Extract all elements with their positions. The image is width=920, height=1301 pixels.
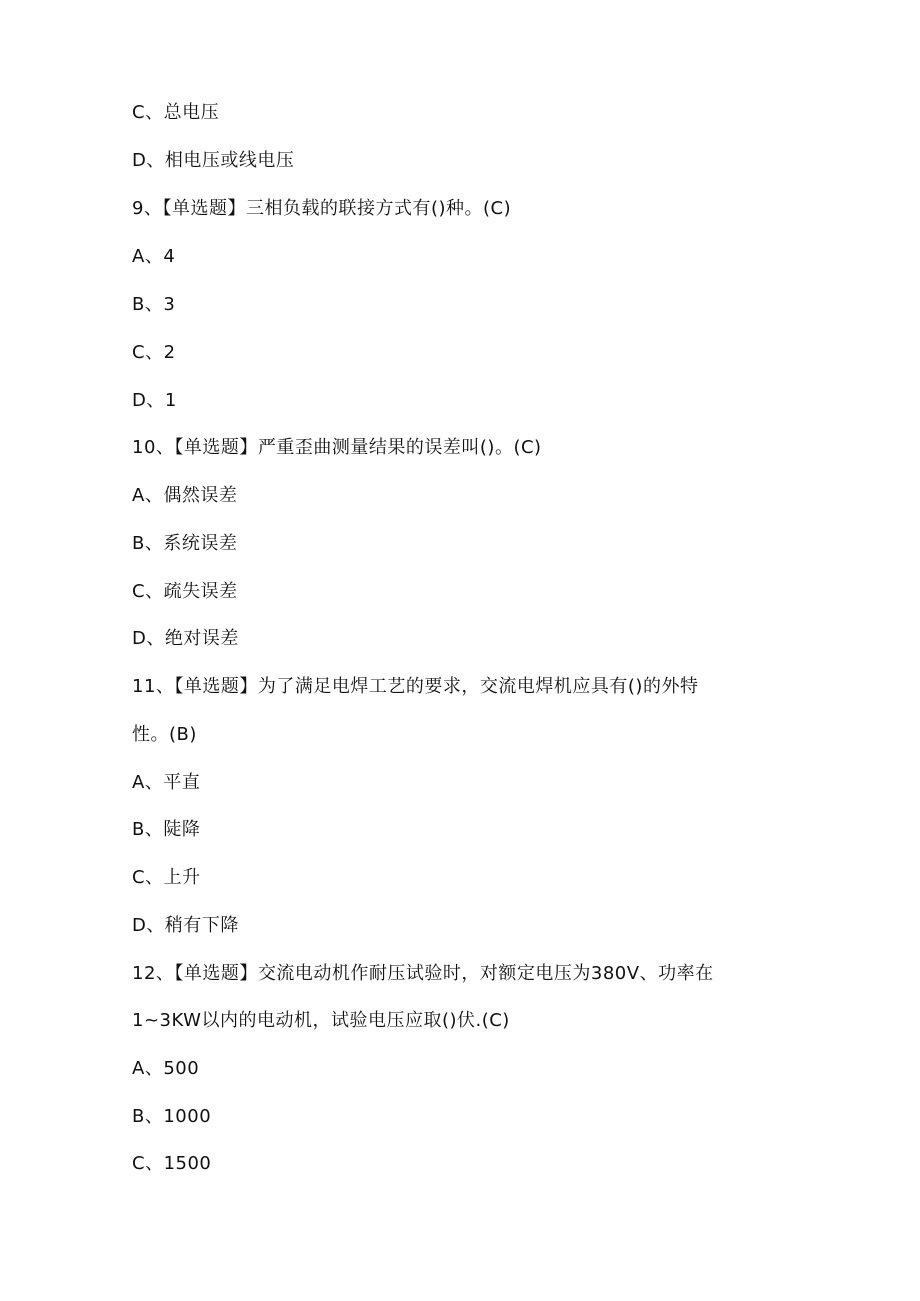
q10-option-a: A、偶然误差 bbox=[132, 485, 238, 506]
q12-option-a: A、500 bbox=[132, 1058, 200, 1079]
q12-option-b: B、1000 bbox=[132, 1106, 212, 1127]
q10-option-b: B、系统误差 bbox=[132, 533, 238, 554]
question-10: 10、【单选题】严重歪曲测量结果的误差叫()。(C) bbox=[132, 437, 542, 458]
q10-option-d: D、绝对误差 bbox=[132, 628, 239, 649]
q11-option-a: A、平直 bbox=[132, 772, 201, 793]
question-9: 9、【单选题】三相负载的联接方式有()种。(C) bbox=[132, 198, 512, 219]
question-11-line-1: 11、【单选题】为了满足电焊工艺的要求，交流电焊机应具有()的外特 bbox=[132, 676, 699, 697]
q9-option-c: C、2 bbox=[132, 342, 176, 363]
q11-option-d: D、稍有下降 bbox=[132, 915, 239, 936]
option-c-total-voltage: C、总电压 bbox=[132, 102, 220, 123]
question-12-line-1: 12、【单选题】交流电动机作耐压试验时，对额定电压为380V、功率在 bbox=[132, 963, 714, 984]
q11-option-b: B、陡降 bbox=[132, 819, 201, 840]
q10-option-c: C、疏失误差 bbox=[132, 581, 238, 602]
q9-option-b: B、3 bbox=[132, 294, 176, 315]
q11-option-c: C、上升 bbox=[132, 867, 201, 888]
question-12-line-2: 1~3KW以内的电动机，试验电压应取()伏.(C) bbox=[132, 1010, 510, 1031]
question-11-line-2: 性。(B) bbox=[132, 724, 197, 745]
q9-option-a: A、4 bbox=[132, 246, 176, 267]
option-d-phase-or-line-voltage: D、相电压或线电压 bbox=[132, 150, 295, 171]
q9-option-d: D、1 bbox=[132, 390, 177, 411]
q12-option-c: C、1500 bbox=[132, 1153, 212, 1174]
